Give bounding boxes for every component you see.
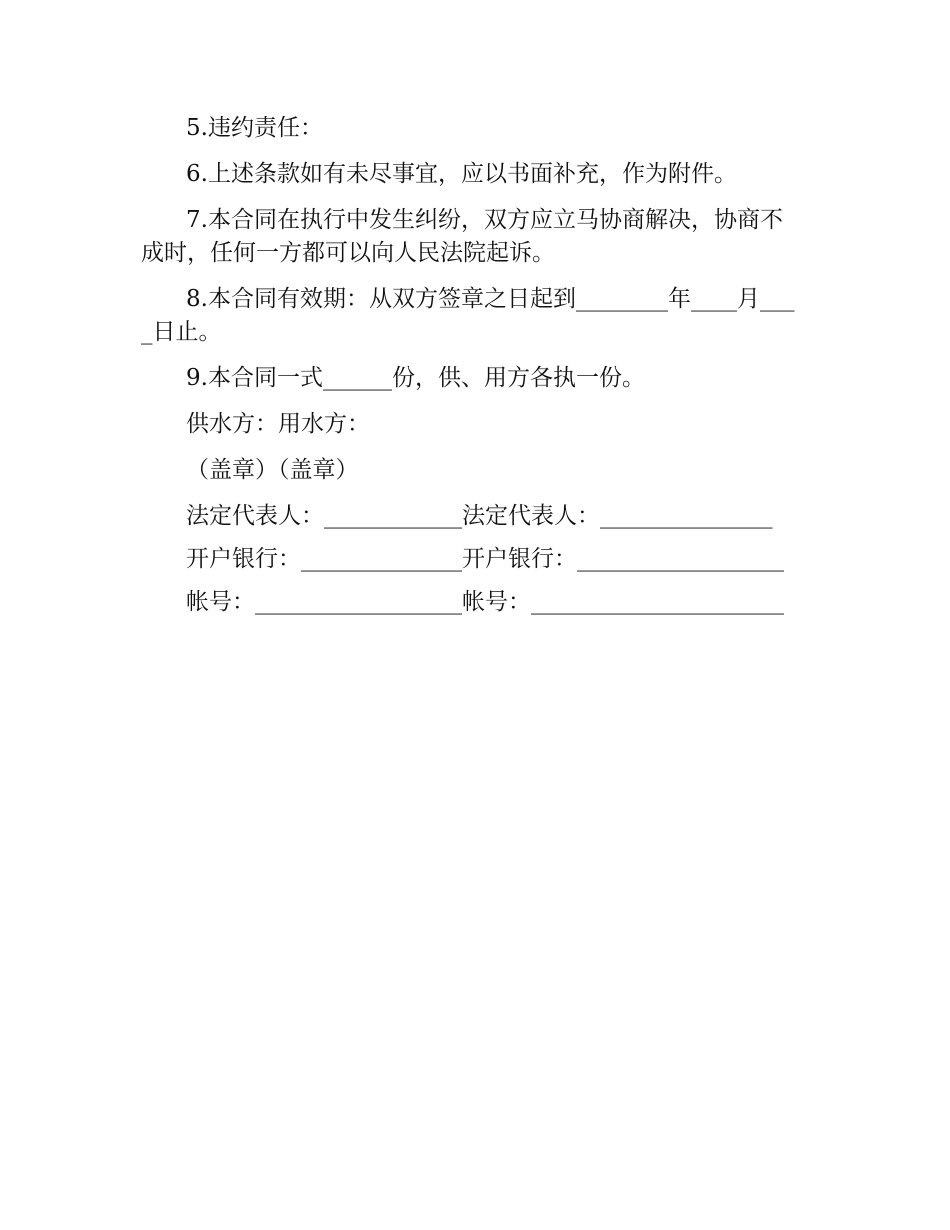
clause-7-dispute-resolution: 7.本合同在执行中发生纠纷，双方应立马协商解决，协商不成时，任何一方都可以向人民法院起诉。 xyxy=(141,207,783,266)
legal-representative-line: 法定代表人：____________法定代表人：_______________ xyxy=(186,503,773,529)
account-number-line: 帐号：__________________帐号：______________________ xyxy=(186,589,784,615)
clause-6-supplementary-terms: 6.上述条款如有未尽事宜，应以书面补充，作为附件。 xyxy=(186,161,737,187)
clause-9-copies: 9.本合同一式______份，供、用方各执一份。 xyxy=(186,365,645,391)
party-labels: 供水方：用水方： xyxy=(186,411,370,437)
document-body xyxy=(141,112,805,629)
clause-5-breach-liability: 5.违约责任： xyxy=(186,115,323,141)
bank-line: 开户银行：______________开户银行：__________________ xyxy=(186,546,784,572)
seal-labels: （盖章）（盖章） xyxy=(186,457,359,483)
clause-8-validity-period: 8.本合同有效期：从双方签章之日起到________年____月____日止。 xyxy=(141,286,795,345)
